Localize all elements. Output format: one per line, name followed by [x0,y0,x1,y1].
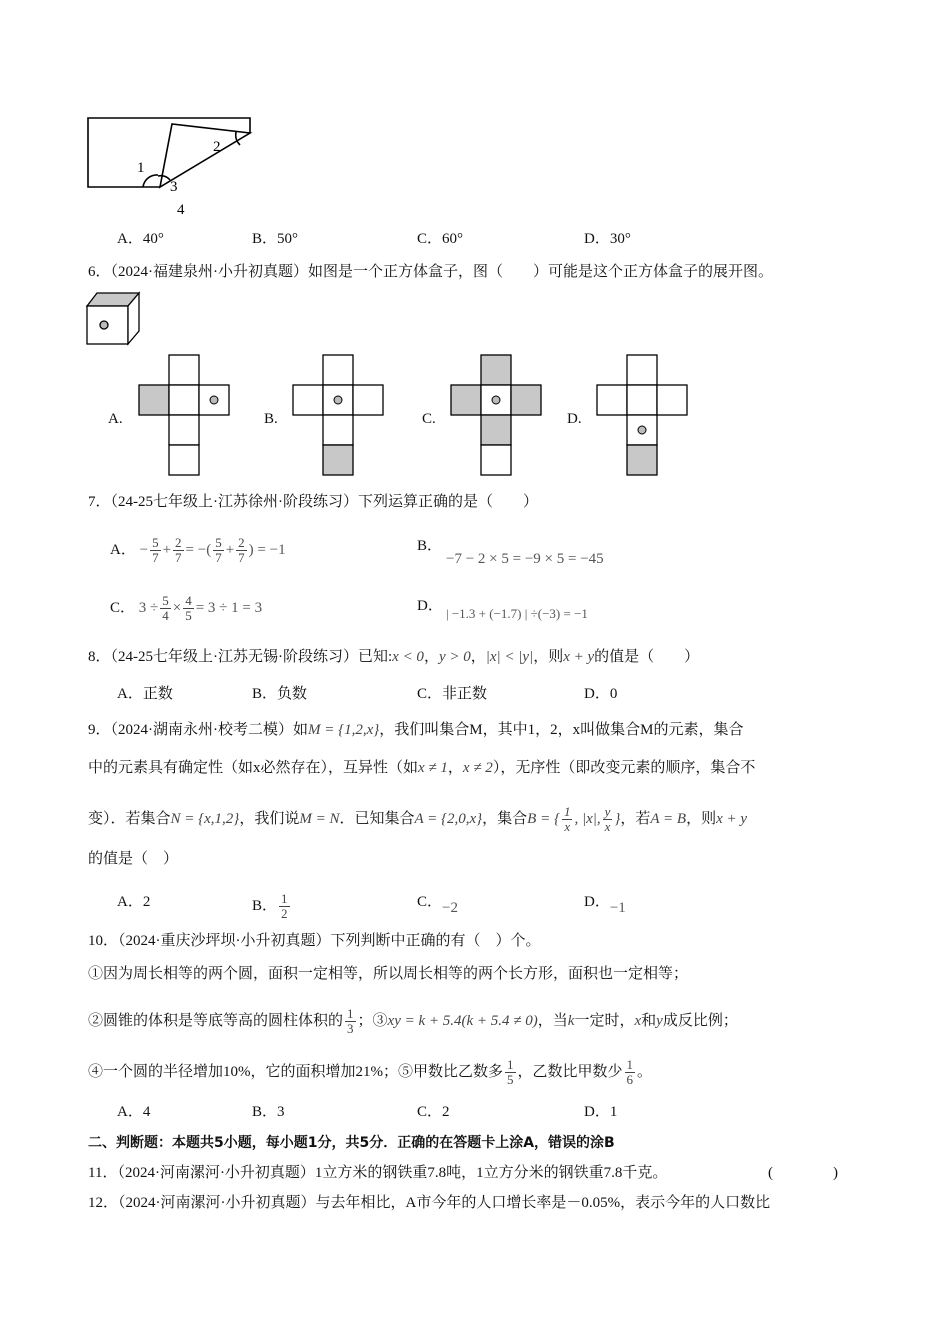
net-face [481,415,511,445]
q6-option-b[interactable]: B. [264,411,278,427]
net-face [323,445,353,475]
cube-net-d [597,355,687,475]
q10-option-a[interactable]: A．4 [117,1104,151,1120]
angle-label-3: 3 [170,179,178,195]
section-2-heading: 二、判断题：本题共5小题，每小题1分，共5分．正确的在答题卡上涂A，错误的涂B [88,1135,615,1151]
q9-line-1: 9．（2024·湖南永州·校考二模）如M = {1,2,x}，我们叫集合M，其中1，2，x叫做集合M的元素，集合 [88,722,744,738]
q10-statement-1: ①因为周长相等的两个圆，面积一定相等，所以周长相等的两个长方形，面积也一定相等； [88,966,689,982]
net-face [353,385,383,415]
fraction: $\frac{2}{7}$ [175,535,182,565]
net-face [597,385,627,415]
net-face [139,385,169,415]
q9-line-4: 的值是（ ） [88,851,179,867]
fraction: $\frac{5}{4}$ [162,593,169,623]
cube-net-c [451,355,541,475]
fraction: $\frac{5}{7}$ [152,535,159,565]
q6-option-a[interactable]: A. [108,411,123,427]
fraction: $\frac{1}{3}$ [347,1006,354,1036]
fraction: $\frac{y}{x}$ [604,804,611,834]
q7-option-b-math: −7 − 2 × 5 = −9 × 5 = −45 [446,551,604,567]
q11-stem: 11．（2024·河南漯河·小升初真题）1立方米的钢铁重7.8吨，1立方分米的钢铁重7.8千克。 [88,1165,668,1181]
q6-stem: 6．（2024·福建泉州·小升初真题）如图是一个正方体盒子，图（ ）可能是这个正方体盒子的展开图。 [88,264,773,280]
q9-line-3: 变）．若集合N = {x,1,2}，我们说M = N．已知集合A = {2,0,x}，集合B = { $\frac{1}{x}$ , |x|, $\frac{y}{x}$ }，若A = B，则x + y [88,804,748,834]
math: − [139,541,149,558]
q8-option-a[interactable]: A．正数 [117,686,173,702]
net-face [169,445,199,475]
q10-option-b[interactable]: B．3 [252,1104,285,1120]
q8-option-c[interactable]: C．非正数 [417,686,488,702]
fraction: $\frac{5}{7}$ [215,535,222,565]
q5-option-d[interactable]: D．30° [584,231,631,247]
net-face [169,385,199,415]
q7-option-c[interactable]: C． 3 ÷ $\frac{5}{4}$ × $\frac{4}{5}$ = 3 ÷ 1 = 3 [110,593,263,623]
dot-mark [638,426,646,434]
fraction: $\frac{2}{7}$ [238,535,245,565]
q8-stem: 8．（24-25七年级上·江苏无锡·阶段练习）已知:x < 0，y > 0，|x| < |y|，则x + y的值是（ ） [88,649,700,665]
q10-statement-2-3: ②圆锥的体积是等底等高的圆柱体积的 $\frac{1}{3}$ ；③xy = k + 5.4(k + 5.4 ≠ 0)，当k一定时，x和y成反比例； [88,1006,738,1036]
net-face [627,445,657,475]
q7-option-a[interactable]: A． − $\frac{5}{7}$ + $\frac{2}{7}$ = −( $\frac{5}{7}$ + $\frac{2}{7}$ ) = −1 [110,535,286,565]
q6-option-d[interactable]: D. [567,411,582,427]
option-label: A． [110,541,136,558]
q7-stem: 7．（24-25七年级上·江苏徐州·阶段练习）下列运算正确的是（ ） [88,494,538,510]
angle-label-1: 1 [137,160,145,176]
net-face [657,385,687,415]
cube-net-b [293,355,383,475]
q8-option-b[interactable]: B．负数 [252,686,308,702]
q10-option-c[interactable]: C．2 [417,1104,450,1120]
q7-option-d-math: | −1.3 + (−1.7) | ÷(−3) = −1 [446,606,588,621]
net-face [169,415,199,445]
net-face [169,355,199,385]
angle-label-4: 4 [177,202,185,218]
q9-option-a[interactable]: A．2 [117,894,151,910]
q11-answer-blank[interactable]: ( ) [768,1165,838,1181]
q12-stem: 12．（2024·河南漯河·小升初真题）与去年相比，A市今年的人口增长率是－0.05%，表示今年的人口数比 [88,1195,771,1211]
q8-option-d[interactable]: D．0 [584,686,618,702]
q9-option-d[interactable]: D．−1 [584,894,626,916]
cube-net-a [139,355,229,475]
fraction: $\frac{1}{x}$ [563,804,571,834]
q9-option-b[interactable]: B． $\frac{1}{2}$ [252,891,288,921]
q10-statement-4-5: ④一个圆的半径增加10%，它的面积增加21%；⑤甲数比乙数多 $\frac{1}{5}$ ，乙数比甲数少 $\frac{1}{6}$ 。 [88,1057,653,1087]
q5-option-b[interactable]: B．50° [252,231,299,247]
fraction: $\frac{1}{5}$ [507,1057,514,1087]
q6-option-c[interactable]: C. [422,411,436,427]
net-face [481,445,511,475]
q5-option-c[interactable]: C．60° [417,231,464,247]
q5-option-a[interactable]: A．40° [117,231,164,247]
dot-mark [492,396,500,404]
q9-line-2: 中的元素具有确定性（如x必然存在），互异性（如x ≠ 1，x ≠ 2），无序性（即改变元素的顺序，集合不 [88,760,756,776]
fraction: $\frac{1}{2}$ [281,891,288,921]
q7-option-d[interactable]: D． [417,598,443,614]
q10-stem: 10．（2024·重庆沙坪坝·小升初真题）下列判断中正确的有（ ）个。 [88,933,541,949]
net-face [451,385,481,415]
dot-mark [210,396,218,404]
fraction: $\frac{4}{5}$ [185,593,192,623]
net-face [293,385,323,415]
q7-option-b[interactable]: B． [417,538,443,554]
q10-option-d[interactable]: D．1 [584,1104,618,1120]
net-face [627,355,657,385]
q9-option-c[interactable]: C．−2 [417,894,458,916]
angle-label-2: 2 [213,139,221,155]
dot-mark [334,396,342,404]
net-face [323,355,353,385]
q6-net-figures [0,0,950,480]
fraction: $\frac{1}{6}$ [626,1057,634,1087]
net-face [511,385,541,415]
net-face [627,385,657,415]
net-face [323,415,353,445]
net-face [481,355,511,385]
